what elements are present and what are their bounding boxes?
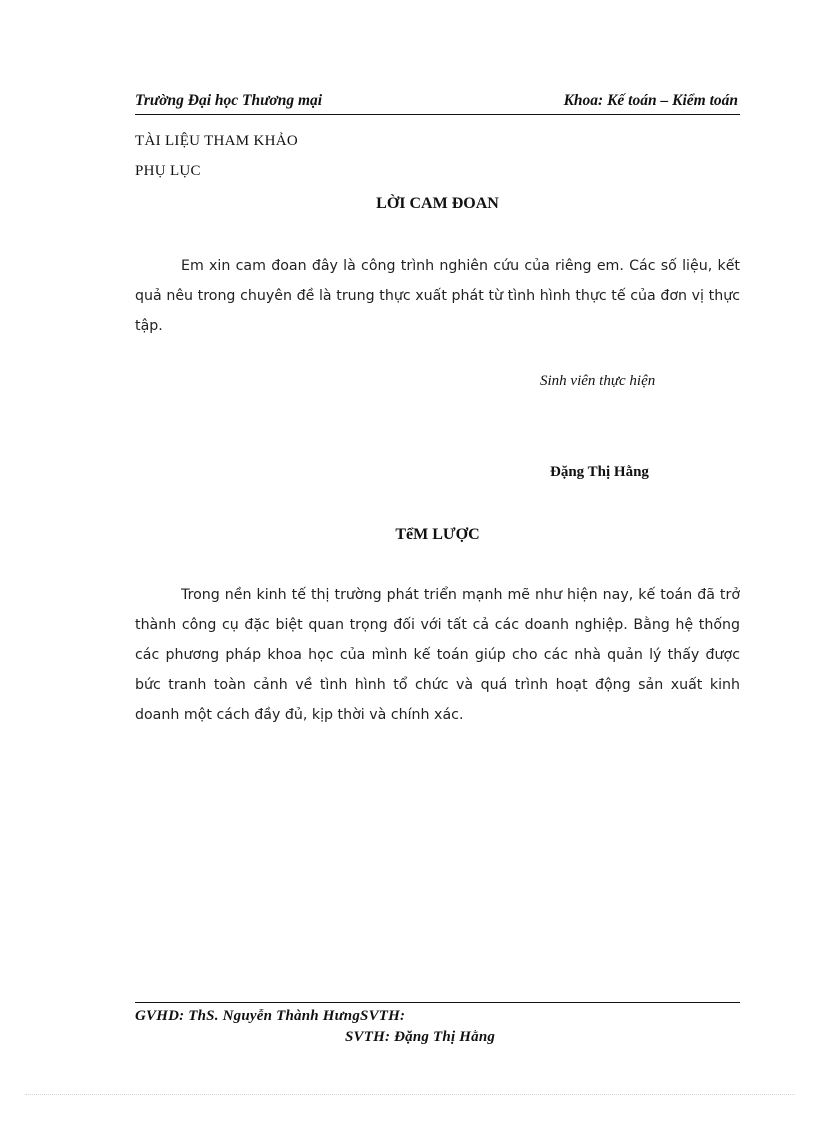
summary-title: TểM LƯỢC	[395, 526, 480, 543]
declaration-title: LỜI CAM ĐOAN	[376, 195, 499, 212]
page-header	[135, 90, 740, 115]
footer-supervisor: GVHD: ThS. Nguyễn Thành HưngSVTH:	[135, 1008, 406, 1024]
summary-body: Trong nền kinh tế thị trường phát triển mạnh mẽ như hiện nay, kế toán đã trở thành công cụ đặc biệt quan trọng đối với tất cả các doanh nghiệp. Bằng hệ thống các phương pháp khoa học của mình kế toán giúp cho các nhà quản lý thấy được bức tranh toàn cảnh về tình hình tổ chức và quá trình hoạt động sản xuất kinh doanh một cách đầy đủ, kịp thời và chính xác.	[135, 587, 740, 723]
signer-role: Sinh viên thực hiện	[540, 373, 656, 389]
header-faculty: Khoa: Kế toán – Kiểm toán	[563, 92, 738, 109]
toc-item-appendix: PHỤ LỤC	[135, 163, 201, 179]
toc-item-references: TÀI LIỆU THAM KHẢO	[135, 133, 299, 149]
header-school: Trường Đại học Thương mại	[135, 92, 323, 109]
signer-name: Đặng Thị Hằng	[550, 464, 649, 480]
declaration-body: Em xin cam đoan đây là công trình nghiên cứu của riêng em. Các số liệu, kết quả nêu trong chuyên đề là trung thực xuất phát từ tình hình thực tế của đơn vị thực tập.	[135, 258, 740, 334]
footer-divider	[135, 1002, 740, 1003]
page-bottom-border	[25, 1094, 795, 1095]
footer-student: SVTH: Đặng Thị Hằng	[345, 1029, 496, 1045]
